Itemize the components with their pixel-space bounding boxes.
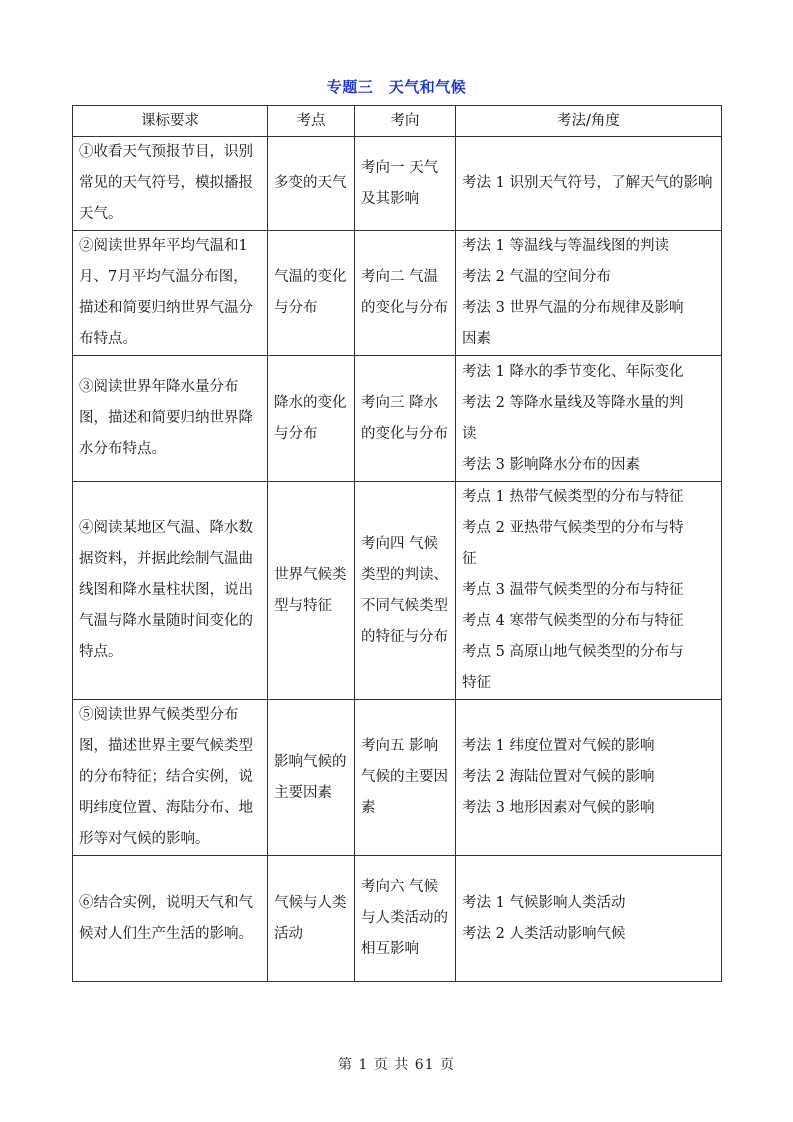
method-line: 考点 2 亚热带气候类型的分布与特 [462,520,684,536]
point-cell: 世界气候类型与特征 [268,482,355,700]
header-point: 考点 [268,106,355,137]
table-row [73,856,722,982]
method-line: 考点 5 高原山地气候类型的分布与 [462,644,684,660]
curriculum-table [72,105,722,982]
table-row [73,482,722,700]
requirement-cell: ⑥结合实例，说明天气和气候对人们生产生活的影响。 [73,856,268,982]
method-line: 考点 4 寒带气候类型的分布与特征 [462,613,684,629]
table-row [73,700,722,856]
requirement-cell: ③阅读世界年降水量分布图，描述和简要归纳世界降水分布特点。 [73,356,268,482]
table-row [73,137,722,231]
methods-cell [456,231,722,356]
method-line: 特征 [462,675,491,691]
method-line: 考法 2 气温的空间分布 [462,269,611,285]
direction-cell: 考向二 气温的变化与分布 [355,231,456,356]
requirement-cell: ⑤阅读世界气候类型分布图，描述世界主要气候类型的分布特征；结合实例，说明纬度位置、海陆分布、地形等对气候的影响。 [73,700,268,856]
header-direction: 考向 [355,106,456,137]
method-line: 考法 1 等温线与等温线图的判读 [462,238,669,254]
direction-cell: 考向六 气候与人类活动的相互影响 [355,856,456,982]
direction-cell: 考向五 影响气候的主要因素 [355,700,456,856]
table-row [73,356,722,482]
method-line: 考法 2 人类活动影响气候 [462,925,626,942]
point-cell: 多变的天气 [268,137,355,231]
table-header-row [73,106,722,137]
method-line: 征 [462,551,477,567]
methods-cell [456,137,722,231]
point-cell: 影响气候的主要因素 [268,700,355,856]
point-cell: 气候与人类活动 [268,856,355,982]
method-line: 考法 1 纬度位置对气候的影响 [462,738,655,754]
direction-cell: 考向四 气候类型的判读、不同气候类型的特征与分布 [355,482,456,700]
method-line: 考法 2 海陆位置对气候的影响 [462,769,655,785]
method-line: 因素 [462,331,491,347]
point-cell: 降水的变化与分布 [268,356,355,482]
method-line: 考法 3 世界气温的分布规律及影响 [462,300,684,316]
page-title: 专题三 天气和气候 [326,78,467,96]
header-requirement: 课标要求 [73,106,268,137]
method-line: 考法 3 影响降水分布的因素 [462,456,640,473]
header-methods: 考法/角度 [456,106,722,137]
methods-cell [456,856,722,982]
method-line: 考法 1 降水的季节变化、年际变化 [462,363,684,380]
methods-cell [456,700,722,856]
method-line: 考点 3 温带气候类型的分布与特征 [462,582,684,598]
method-line: 考法 1 识别天气符号，了解天气的影响 [462,175,713,191]
page-footer: 第 1 页 共 61 页 [338,1057,455,1073]
direction-cell: 考向一 天气及其影响 [355,137,456,231]
method-line: 考点 1 热带气候类型的分布与特征 [462,489,684,505]
methods-cell [456,482,722,700]
point-cell: 气温的变化与分布 [268,231,355,356]
requirement-cell: ②阅读世界年平均气温和1月、7月平均气温分布图，描述和简要归纳世界气温分布特点。 [73,231,268,356]
method-line: 考法 3 地形因素对气候的影响 [462,800,655,816]
methods-cell [456,356,722,482]
direction-cell: 考向三 降水的变化与分布 [355,356,456,482]
method-line: 读 [462,425,477,442]
table-row [73,231,722,356]
method-line: 考法 2 等降水量线及等降水量的判 [462,394,684,411]
requirement-cell: ①收看天气预报节目，识别常见的天气符号，模拟播报天气。 [73,137,268,231]
method-line: 考法 1 气候影响人类活动 [462,894,626,911]
requirement-cell: ④阅读某地区气温、降水数据资料，并据此绘制气温曲线图和降水量柱状图，说出气温与降水量随时间变化的特点。 [73,482,268,700]
